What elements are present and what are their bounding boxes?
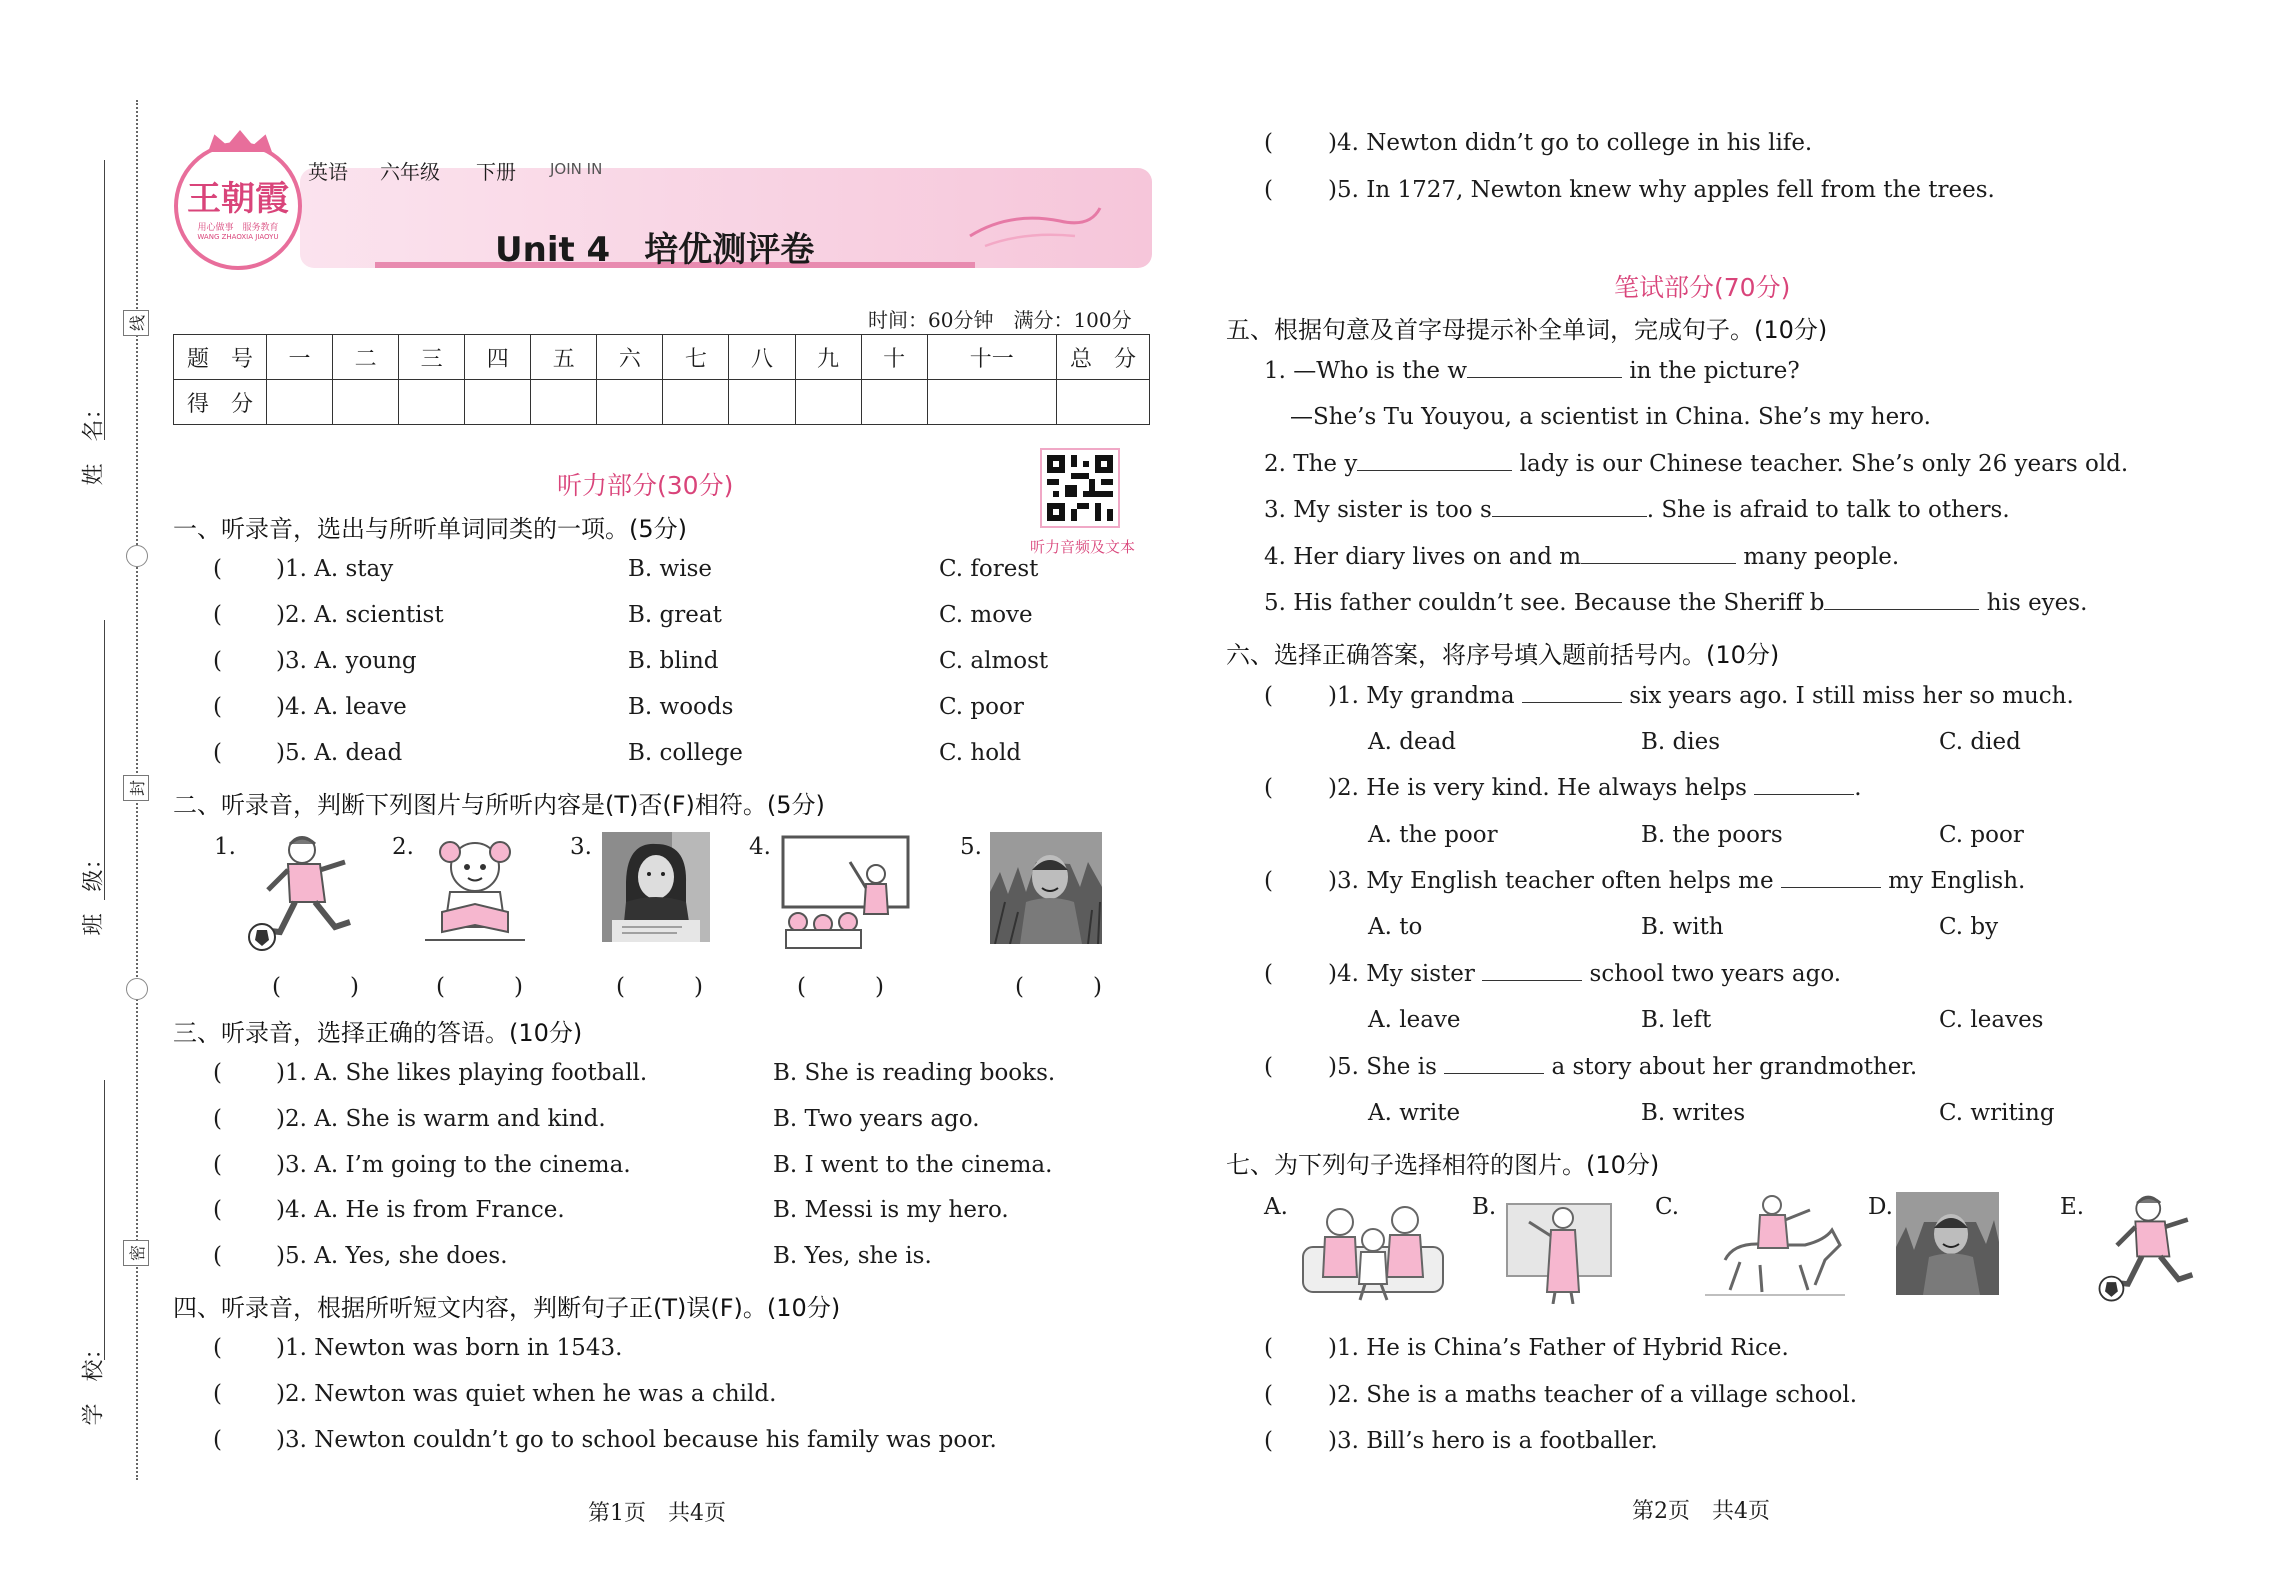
s6-option-a: A. the poor xyxy=(1368,822,1498,848)
s4-statement: )1. Newton was born in 1543. xyxy=(276,1335,623,1361)
s6-option-b: B. dies xyxy=(1641,729,1721,755)
answer-paren[interactable]: ( xyxy=(1264,775,1273,801)
s6-option-c: C. by xyxy=(1939,914,1999,940)
header-subject: 英语 xyxy=(308,160,348,184)
answer-paren[interactable]: ( ) xyxy=(1015,974,1102,1000)
seal-line: 线 xyxy=(123,310,149,336)
s6-option-c: C. writing xyxy=(1939,1100,2055,1126)
s3-option-b: B. Two years ago. xyxy=(773,1106,980,1132)
score-cell: 十 xyxy=(861,335,927,380)
s6-option-c: C. leaves xyxy=(1939,1007,2044,1033)
writing-girl-photo xyxy=(602,832,710,942)
answer-paren[interactable]: ( xyxy=(1264,1335,1273,1361)
s5-text-pre: 2. The y xyxy=(1264,451,1358,477)
s5-item xyxy=(1264,451,2128,477)
score-cell: 题 号 xyxy=(174,335,267,380)
s1-option-a: )4. A. leave xyxy=(276,694,407,720)
s6-option-a: A. write xyxy=(1368,1100,1461,1126)
fill-blank[interactable] xyxy=(1467,358,1622,378)
s4-title: 四、听录音，根据所听短文内容，判断句子正(T)误(F)。(10分) xyxy=(173,1294,841,1322)
answer-paren[interactable]: ( xyxy=(213,556,222,582)
s6-text-post: my English. xyxy=(1888,868,2026,894)
s6-question xyxy=(1328,683,2074,709)
answer-paren[interactable]: ( xyxy=(213,1106,222,1132)
binding-label-school: 学 校： xyxy=(81,1337,107,1426)
logo-badge xyxy=(174,142,302,270)
logo-subtext: 用心做事 服务教育 xyxy=(197,223,279,233)
s5-text-post: many people. xyxy=(1743,544,1900,570)
s6-option-b: B. writes xyxy=(1641,1100,1746,1126)
s1-option-a: )2. A. scientist xyxy=(276,602,444,628)
s2-number: 5. xyxy=(960,834,982,860)
score-cell: 总 分 xyxy=(1057,335,1150,380)
answer-paren[interactable]: ( xyxy=(1264,961,1273,987)
listening-section-title: 听力部分(30分) xyxy=(557,471,734,500)
s6-question xyxy=(1328,775,1862,801)
score-input[interactable] xyxy=(597,380,663,425)
s7-title: 七、为下列句子选择相符的图片。(10分) xyxy=(1226,1151,1660,1179)
fill-blank[interactable] xyxy=(1824,590,1979,610)
s2-title: 二、听录音，判断下列图片与所听内容是(T)否(F)相符。(5分) xyxy=(173,791,825,819)
s1-option-b: B. wise xyxy=(628,556,712,582)
answer-paren[interactable]: ( xyxy=(213,740,222,766)
s6-option-a: A. to xyxy=(1368,914,1423,940)
fill-blank[interactable] xyxy=(1357,451,1512,471)
logo-ring-text: WANG ZHAOXIA JIAOYU xyxy=(197,233,279,241)
s1-title: 一、听录音，选出与所听单词同类的一项。(5分) xyxy=(173,515,687,543)
s1-option-c: C. hold xyxy=(939,740,1022,766)
s5-item xyxy=(1264,590,2087,616)
answer-paren[interactable]: ( ) xyxy=(616,974,703,1000)
score-cell: 五 xyxy=(531,335,597,380)
answer-paren[interactable]: ( ) xyxy=(272,974,359,1000)
score-input[interactable] xyxy=(663,380,729,425)
score-table-header-row xyxy=(174,335,1150,380)
s3-option-a: )2. A. She is warm and kind. xyxy=(276,1106,606,1132)
s6-option-a: A. leave xyxy=(1368,1007,1461,1033)
score-input[interactable] xyxy=(531,380,597,425)
s4-statement: )3. Newton couldn’t go to school because his family was poor. xyxy=(276,1427,997,1453)
answer-paren[interactable]: ( xyxy=(213,1381,222,1407)
answer-paren[interactable]: ( xyxy=(1264,1054,1273,1080)
score-cell: 七 xyxy=(663,335,729,380)
score-cell: 四 xyxy=(465,335,531,380)
football-player-picture xyxy=(240,832,370,957)
answer-paren[interactable]: ( xyxy=(213,1152,222,1178)
s7-sentence: )1. He is China’s Father of Hybrid Rice. xyxy=(1328,1335,1789,1361)
s5-item xyxy=(1264,358,1800,384)
score-cell: 二 xyxy=(333,335,399,380)
score-input[interactable] xyxy=(1057,380,1150,425)
score-input[interactable] xyxy=(729,380,795,425)
logo-text: 王朝霞 xyxy=(187,179,289,219)
answer-paren[interactable]: ( xyxy=(1264,1382,1273,1408)
seal-seal: 封 xyxy=(123,775,149,801)
binding-label-name: 姓 名： xyxy=(81,397,107,486)
s5-item xyxy=(1290,404,1931,430)
s2-number: 2. xyxy=(392,834,414,860)
teacher-classroom-picture xyxy=(778,832,913,950)
s5-text-post: his eyes. xyxy=(1986,590,2088,616)
answer-paren[interactable]: ( xyxy=(213,1197,222,1223)
s5-text-post: . She is afraid to talk to others. xyxy=(1646,497,2010,523)
family-picture xyxy=(1295,1192,1450,1302)
score-input[interactable] xyxy=(465,380,531,425)
binding-label-class: 班 级： xyxy=(81,847,107,936)
answer-paren[interactable]: ( ) xyxy=(436,974,523,1000)
s2-number: 4. xyxy=(749,834,771,860)
s4-statement: )2. Newton was quiet when he was a child. xyxy=(276,1381,777,1407)
s6-text-pre: )1. My grandma xyxy=(1328,683,1515,709)
s2-number: 1. xyxy=(214,834,236,860)
seal-secret: 密 xyxy=(123,1240,149,1266)
s7-sentence: )2. She is a maths teacher of a village school. xyxy=(1328,1382,1858,1408)
answer-paren[interactable]: ( xyxy=(213,1427,222,1453)
fill-blank[interactable] xyxy=(1482,961,1582,981)
score-table-score-row xyxy=(174,380,1150,425)
s5-item xyxy=(1264,544,1899,570)
s7-letter: B. xyxy=(1472,1194,1497,1220)
s7-letter: D. xyxy=(1868,1194,1893,1220)
s3-option-a: )5. A. Yes, she does. xyxy=(276,1243,508,1269)
s5-text-post: lady is our Chinese teacher. She’s only 26 years old. xyxy=(1519,451,2129,477)
s6-text-post: six years ago. I still miss her so much. xyxy=(1629,683,2074,709)
fill-blank[interactable] xyxy=(1522,683,1622,703)
s1-option-b: B. woods xyxy=(628,694,734,720)
rice-scientist-photo xyxy=(1896,1192,1999,1295)
s7-letter: A. xyxy=(1264,1194,1288,1220)
s5-text-pre: 5. His father couldn’t see. Because the Sheriff b xyxy=(1264,590,1825,616)
s6-option-a: A. dead xyxy=(1368,729,1457,755)
s1-option-c: C. almost xyxy=(939,648,1049,674)
binding-line-school xyxy=(104,1080,105,1360)
score-cell: 八 xyxy=(729,335,795,380)
s5-text-pre: 1. —Who is the w xyxy=(1264,358,1468,384)
qr-code[interactable] xyxy=(1040,448,1120,528)
s5-item xyxy=(1264,497,2010,523)
s3-option-b: B. Yes, she is. xyxy=(773,1243,932,1269)
score-input[interactable] xyxy=(927,380,1056,425)
s6-text-post: a story about her grandmother. xyxy=(1551,1054,1918,1080)
s6-option-c: C. poor xyxy=(1939,822,2024,848)
score-input[interactable] xyxy=(399,380,465,425)
score-cell: 九 xyxy=(795,335,861,380)
s6-question xyxy=(1328,1054,1917,1080)
s1-option-a: )1. A. stay xyxy=(276,556,394,582)
header-edition: JOIN IN xyxy=(550,160,603,178)
answer-paren[interactable]: ( xyxy=(213,602,222,628)
score-cell: 三 xyxy=(399,335,465,380)
s6-title: 六、选择正确答案，将序号填入题前括号内。(10分) xyxy=(1226,641,1780,669)
score-input[interactable] xyxy=(333,380,399,425)
s6-question xyxy=(1328,868,2025,894)
s6-text-pre: )5. She is xyxy=(1328,1054,1437,1080)
binding-hole-icon xyxy=(126,545,148,567)
s1-option-c: C. poor xyxy=(939,694,1024,720)
s6-text-pre: )4. My sister xyxy=(1328,961,1475,987)
fill-blank[interactable] xyxy=(1492,497,1647,517)
answer-paren[interactable]: ( xyxy=(1264,683,1273,709)
reading-girl-picture xyxy=(420,832,530,947)
horse-rider-picture xyxy=(1700,1190,1845,1302)
answer-paren[interactable]: ( xyxy=(213,648,222,674)
s3-option-a: )4. A. He is from France. xyxy=(276,1197,565,1223)
s1-option-c: C. move xyxy=(939,602,1033,628)
s5-text-pre: 3. My sister is too s xyxy=(1264,497,1492,523)
s1-option-b: B. blind xyxy=(628,648,719,674)
score-input[interactable] xyxy=(267,380,333,425)
score-cell: 十一 xyxy=(927,335,1056,380)
s6-option-b: B. with xyxy=(1641,914,1724,940)
answer-paren[interactable]: ( ) xyxy=(797,974,884,1000)
s5-title: 五、根据句意及首字母提示补全单词，完成句子。(10分) xyxy=(1226,316,1828,344)
s3-option-a: )1. A. She likes playing football. xyxy=(276,1060,648,1086)
s5-text-post: in the picture? xyxy=(1629,358,1800,384)
page-footer-right: 第2页 共4页 xyxy=(1632,1499,1770,1524)
answer-paren[interactable]: ( xyxy=(213,694,222,720)
s7-sentence: )3. Bill’s hero is a footballer. xyxy=(1328,1428,1658,1454)
page-title: Unit 4 培优测评卷 xyxy=(495,230,815,270)
fill-blank[interactable] xyxy=(1754,775,1854,795)
answer-paren[interactable]: ( xyxy=(1264,130,1273,156)
decorative-swirl-icon xyxy=(965,196,1105,256)
logo-crown-icon xyxy=(208,130,272,152)
s6-option-b: B. the poors xyxy=(1641,822,1783,848)
s6-option-b: B. left xyxy=(1641,1007,1712,1033)
s5-text-pre: —She’s Tu Youyou, a scientist in China. She’s my hero. xyxy=(1290,404,1931,430)
s1-option-a: )3. A. young xyxy=(276,648,417,674)
s7-letter: E. xyxy=(2060,1194,2085,1220)
s6-text-pre: )3. My English teacher often helps me xyxy=(1328,868,1774,894)
s7-sentence-paren[interactable]: ( xyxy=(1264,1428,1273,1454)
s7-letter: C. xyxy=(1655,1194,1680,1220)
binding-hole-icon xyxy=(126,978,148,1000)
answer-paren[interactable]: ( xyxy=(213,1243,222,1269)
exam-info: 时间：60分钟 满分：100分 xyxy=(868,308,1132,332)
score-cell: 六 xyxy=(597,335,663,380)
s5-text-pre: 4. Her diary lives on and m xyxy=(1264,544,1582,570)
s3-option-a: )3. A. I’m going to the cinema. xyxy=(276,1152,631,1178)
qr-code-icon xyxy=(1047,455,1113,521)
score-cell: 一 xyxy=(267,335,333,380)
fill-blank[interactable] xyxy=(1444,1054,1544,1074)
s3-title: 三、听录音，选择正确的答语。(10分) xyxy=(173,1019,583,1047)
answer-paren[interactable]: ( xyxy=(1264,868,1273,894)
s3-option-b: B. She is reading books. xyxy=(773,1060,1056,1086)
s3-option-b: B. I went to the cinema. xyxy=(773,1152,1053,1178)
answer-paren[interactable]: ( xyxy=(213,1060,222,1086)
footballer-picture xyxy=(2090,1192,2212,1307)
s1-option-b: B. great xyxy=(628,602,722,628)
s6-text-post: school two years ago. xyxy=(1589,961,1842,987)
s6-option-c: C. died xyxy=(1939,729,2021,755)
score-input[interactable] xyxy=(861,380,927,425)
s1-option-c: C. forest xyxy=(939,556,1039,582)
s3-option-b: B. Messi is my hero. xyxy=(773,1197,1009,1223)
score-table xyxy=(173,334,1150,425)
answer-paren[interactable]: ( xyxy=(213,1335,222,1361)
s1-option-a: )5. A. dead xyxy=(276,740,403,766)
s6-text-post: . xyxy=(1854,775,1862,801)
page-footer-left: 第1页 共4页 xyxy=(588,1501,726,1526)
s6-question xyxy=(1328,961,1841,987)
qr-caption: 听力音频及文本 xyxy=(1030,538,1136,556)
s1-option-b: B. college xyxy=(628,740,743,766)
rice-scientist-photo xyxy=(990,832,1102,944)
written-section-title: 笔试部分(70分) xyxy=(1614,273,1791,302)
s2-number: 3. xyxy=(570,834,592,860)
fill-blank[interactable] xyxy=(1781,868,1881,888)
s4-statement: )4. Newton didn’t go to college in his life. xyxy=(1328,130,1813,156)
score-input[interactable] xyxy=(795,380,861,425)
s6-text-pre: )2. He is very kind. He always helps xyxy=(1328,775,1747,801)
header-grade: 六年级 xyxy=(380,160,440,184)
s4-statement: )5. In 1727, Newton knew why apples fell from the trees. xyxy=(1328,177,1995,203)
header-term: 下册 xyxy=(476,160,516,184)
fill-blank[interactable] xyxy=(1581,544,1736,564)
teacher-picture xyxy=(1505,1192,1613,1304)
score-cell: 得 分 xyxy=(174,380,267,425)
answer-paren[interactable]: ( xyxy=(1264,177,1273,203)
